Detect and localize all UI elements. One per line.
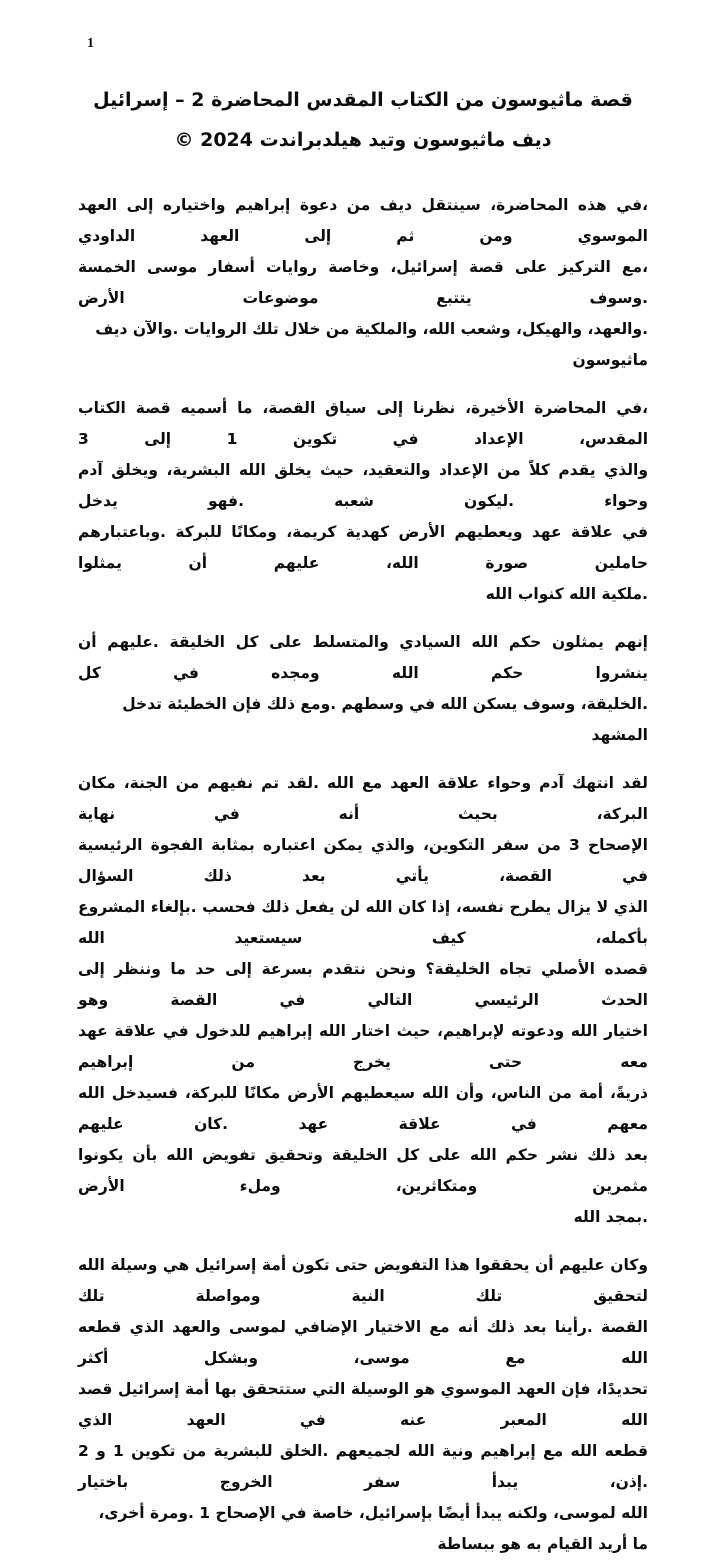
text-line: الذي لا يزال يطرح نفسه، إذا كان الله لن يفعل ذلك فحسب .بإلغاء المشروع بأكمله، كيف سيستعيد الله xyxy=(78,898,648,947)
text-line: وكان عليهم أن يحققوا هذا التفويض حتى تكون أمة إسرائيل هي وسيلة الله لتحقيق تلك النية ومواصلة تلك xyxy=(78,1256,648,1305)
paragraph xyxy=(78,1250,648,1560)
text-line: قصده الأصلي تجاه الخليقة؟ ونحن نتقدم بسرعة إلى حد ما وننظر إلى الحدث الرئيسي التالي في القصة وهو xyxy=(78,960,648,1009)
text-line: الله لموسى، ولكنه يبدأ أيضًا بإسرائيل، خاصة في الإصحاح 1 .ومرة أخرى، ما أريد القيام به هو ببساطة xyxy=(98,1504,648,1553)
text-line: ذريةً، أمة من الناس، وأن الله سيعطيهم الأرض مكانًا للبركة، فسيدخل الله معهم في علاقة عهد .كان عليهم xyxy=(78,1084,648,1133)
paragraph xyxy=(78,627,648,751)
paragraph xyxy=(78,393,648,610)
text-line: في علاقة عهد ويعطيهم الأرض كهدية كريمة، ومكانًا للبركة .وباعتبارهم حاملين صورة الله، عليهم أن يمثلوا xyxy=(78,523,648,572)
page-number: 1 xyxy=(87,36,94,51)
text-line: ،في هذه المحاضرة، سينتقل ديف من دعوة إبراهيم واختياره إلى العهد الموسوي ومن ثم إلى العهد الداودي xyxy=(78,196,648,245)
text-line: .والعهد، والهيكل، وشعب الله، والملكية من خلال تلك الروايات .والآن ديف ماثيوسون xyxy=(95,320,648,369)
text-line: تحديدًا، فإن العهد الموسوي هو الوسيلة التي ستتحقق بها أمة إسرائيل قصد الله المعبر عنه في العهد الذي xyxy=(78,1380,648,1429)
text-line: .بمجد الله xyxy=(573,1208,648,1226)
text-line: والذي يقدم كلاً من الإعداد والتعقيد، حيث يخلق الله البشرية، ويخلق آدم وحواء .ليكون شعبه .فهو يدخل xyxy=(78,461,648,510)
document-body xyxy=(78,190,648,1560)
paragraph xyxy=(78,190,648,376)
text-line: بعد ذلك نشر حكم الله على كل الخليقة وتحقيق تفويض الله بأن يكونوا مثمرين ومتكاثرين، وملء الأرض xyxy=(78,1146,648,1195)
text-line: قطعه الله مع إبراهيم ونية الله لجميعهم .الخلق للبشرية من تكوين 1 و 2 .إذن، يبدأ سفر الخروج باختيار xyxy=(78,1442,648,1491)
paragraph xyxy=(78,768,648,1233)
text-line: .ملكية الله كنواب الله xyxy=(485,585,648,603)
document-title xyxy=(78,80,648,160)
text-line: إنهم يمثلون حكم الله السيادي والمتسلط على كل الخليقة .عليهم أن ينشروا حكم الله ومجده في كل xyxy=(78,633,648,682)
text-line: ،في المحاضرة الأخيرة، نظرنا إلى سياق القصة، ما أسميه قصة الكتاب المقدس، الإعداد في تكوين 1 إلى 3 xyxy=(78,399,649,448)
text-line: القصة .رأينا بعد ذلك أنه مع الاختيار الإضافي لموسى والعهد الذي قطعه الله مع موسى، وبشكل أكثر xyxy=(78,1318,648,1367)
text-line: الإصحاح 3 من سفر التكوين، والذي يمكن اعتباره بمثابة الفجوة الرئيسية في القصة، يأتي بعد ذلك السؤال xyxy=(78,836,648,885)
text-line: اختيار الله ودعوته لإبراهيم، حيث اختار الله إبراهيم للدخول في علاقة عهد معه حتى يخرج من إبراهيم xyxy=(78,1022,648,1071)
title-line-1: قصة ماثيوسون من الكتاب المقدس المحاضرة 2 – إسرائيل xyxy=(93,89,633,111)
title-line-2: ديف ماثيوسون وتيد هيلدبراندت 2024 © xyxy=(174,129,552,151)
text-line: ،مع التركيز على قصة إسرائيل، وخاصة روايات أسفار موسى الخمسة .وسوف يتتبع موضوعات الأرض xyxy=(78,258,648,307)
text-line: .الخليقة، وسوف يسكن الله في وسطهم .ومع ذلك فإن الخطيئة تدخل المشهد xyxy=(122,695,648,744)
text-line: لقد انتهك آدم وحواء علاقة العهد مع الله .لقد تم نفيهم من الجنة، مكان البركة، بحيث أنه في نهاية xyxy=(78,774,648,823)
